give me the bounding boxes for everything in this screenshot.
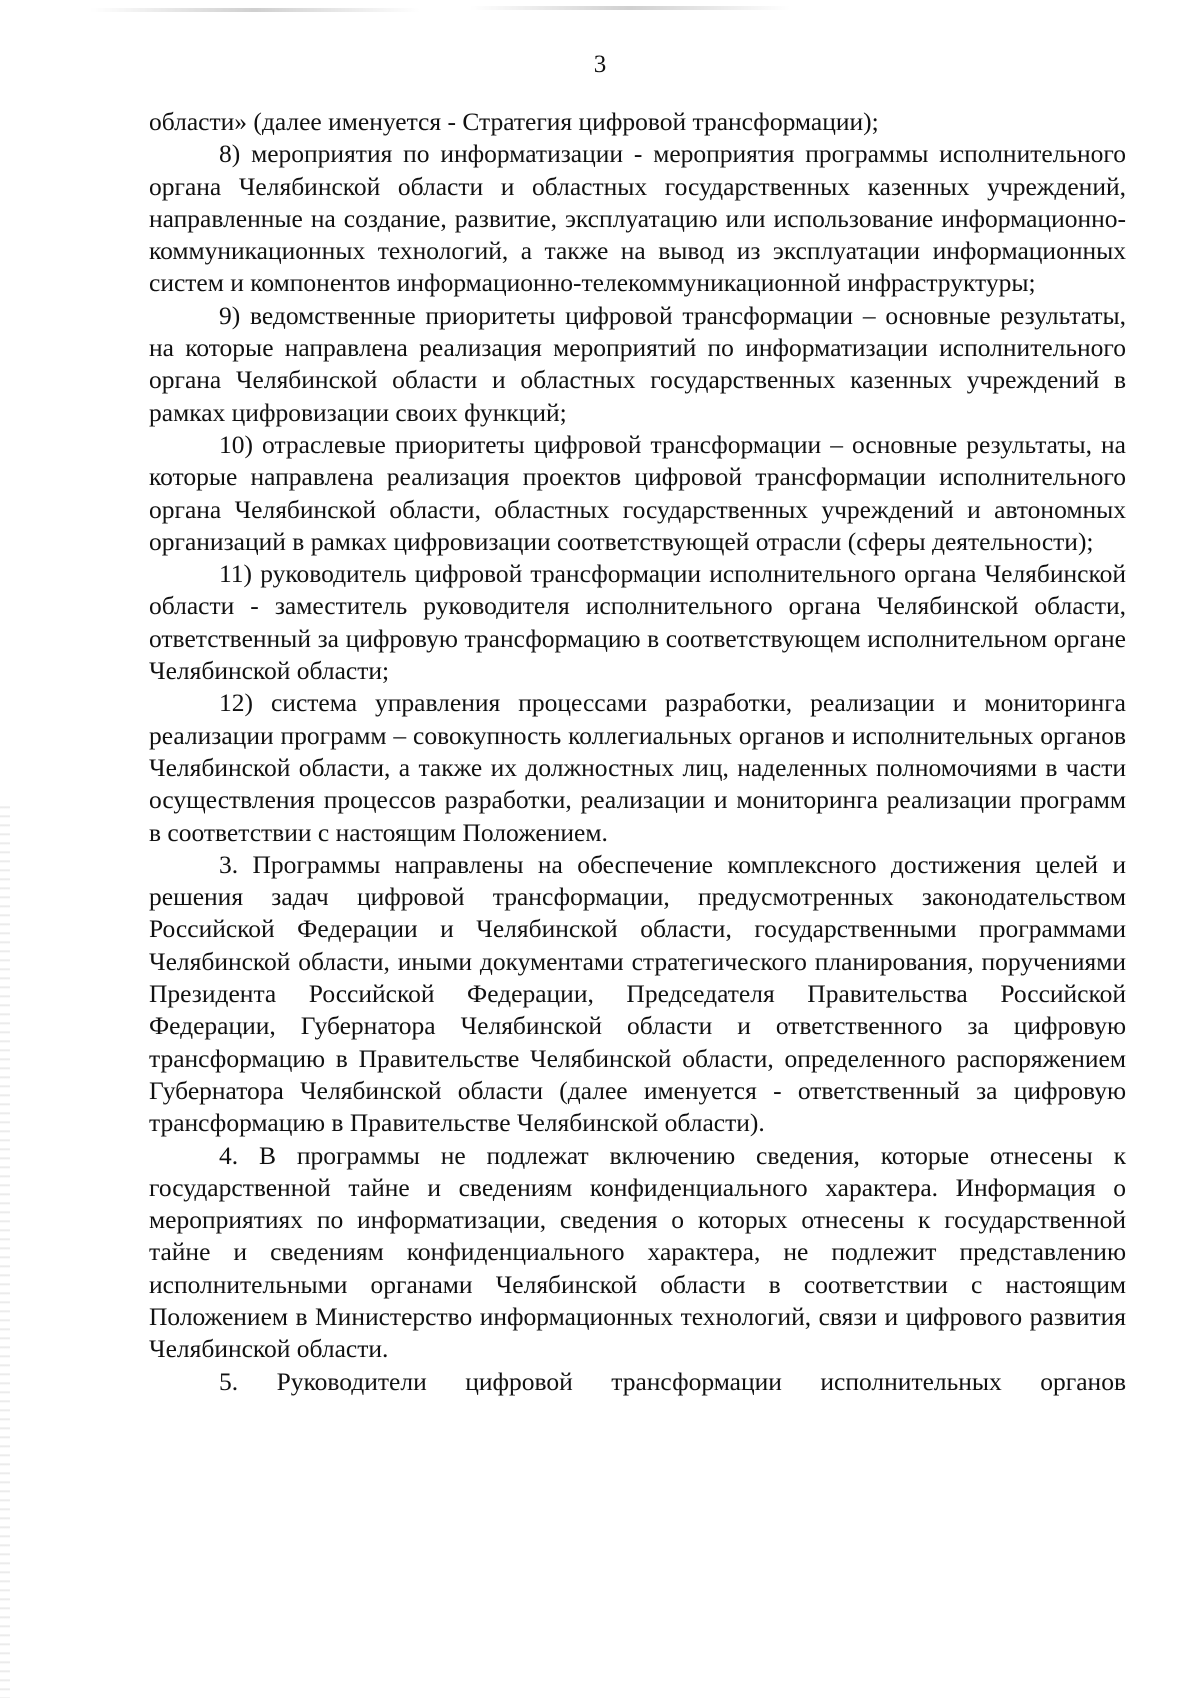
document-body	[149, 106, 1126, 1398]
paragraph-item-12: 12) система управления процессами разработки, реализации и мониторинга реализации программ – совокупность коллегиальных органов и исполнительных органов Челябинской области, а также их должностных лиц, наделенных полномочиями в части осуществления процессов разработки, реализации и мониторинга реализации программ в соответствии с настоящим Положением.	[149, 688, 1126, 847]
paragraph-item-8: 8) мероприятия по информатизации - мероприятия программы исполнительного органа Челябинской области и областных государственных казенных учреждений, направленные на создание, развитие, эксплуатацию или использование информационно-коммуникационных технологий, а также на вывод из эксплуатации информационных систем и компонентов информационно-телекоммуникационной инфраструктуры;	[149, 139, 1126, 298]
paragraph-section-4: 4. В программы не подлежат включению сведения, которые отнесены к государственной тайне и сведениям конфиденциального характера. Информация о мероприятиях по информатизации, сведения о которых отнесены к государственной тайне и сведениям конфиденциального характера, не подлежит представлению исполнительными органами Челябинской области в соответствии с настоящим Положением в Министерство информационных технологий, связи и цифрового развития Челябинской области.	[149, 1140, 1126, 1364]
paragraph-item-11: 11) руководитель цифровой трансформации исполнительного органа Челябинской области - заместитель руководителя исполнительного органа Челябинской области, ответственный за цифровую трансформацию в соответствующем исполнительном органе Челябинской области;	[149, 559, 1126, 686]
paragraph-item-9: 9) ведомственные приоритеты цифровой трансформации – основные результаты, на которые направлена реализация мероприятий по информатизации исполнительного органа Челябинской области и областных государственных казенных учреждений в рамках цифровизации своих функций;	[149, 300, 1126, 427]
scan-streak	[470, 6, 790, 10]
paragraph-continuation: области» (далее именуется - Стратегия цифровой трансформации);	[149, 107, 879, 136]
page-number: 3	[593, 51, 607, 78]
paragraph-section-3: 3. Программы направлены на обеспечение комплексного достижения целей и решения задач цифровой трансформации, предусмотренных законодательством Российской Федерации и Челябинской области, государственными программами Челябинской области, иными документами стратегического планирования, поручениями Президента Российской Федерации, Председателя Правительства Российской Федерации, Губернатора Челябинской области и ответственного за цифровую трансформацию в Правительстве Челябинской области, определенного распоряжением Губернатора Челябинской области (далее именуется - ответственный за цифровую трансформацию в Правительстве Челябинской области).	[149, 849, 1126, 1138]
scan-streak	[90, 8, 420, 12]
scan-artifact-top	[0, 0, 1200, 22]
paragraph-section-5: 5. Руководители цифровой трансформации исполнительных органов	[219, 1366, 1126, 1396]
scan-artifact-left	[0, 800, 10, 1698]
paragraph-item-10: 10) отраслевые приоритеты цифровой трансформации – основные результаты, на которые направлена реализация проектов цифровой трансформации исполнительного органа Челябинской области, областных государственных учреждений и автономных организаций в рамках цифровизации соответствующей отрасли (сферы деятельности);	[149, 429, 1126, 556]
